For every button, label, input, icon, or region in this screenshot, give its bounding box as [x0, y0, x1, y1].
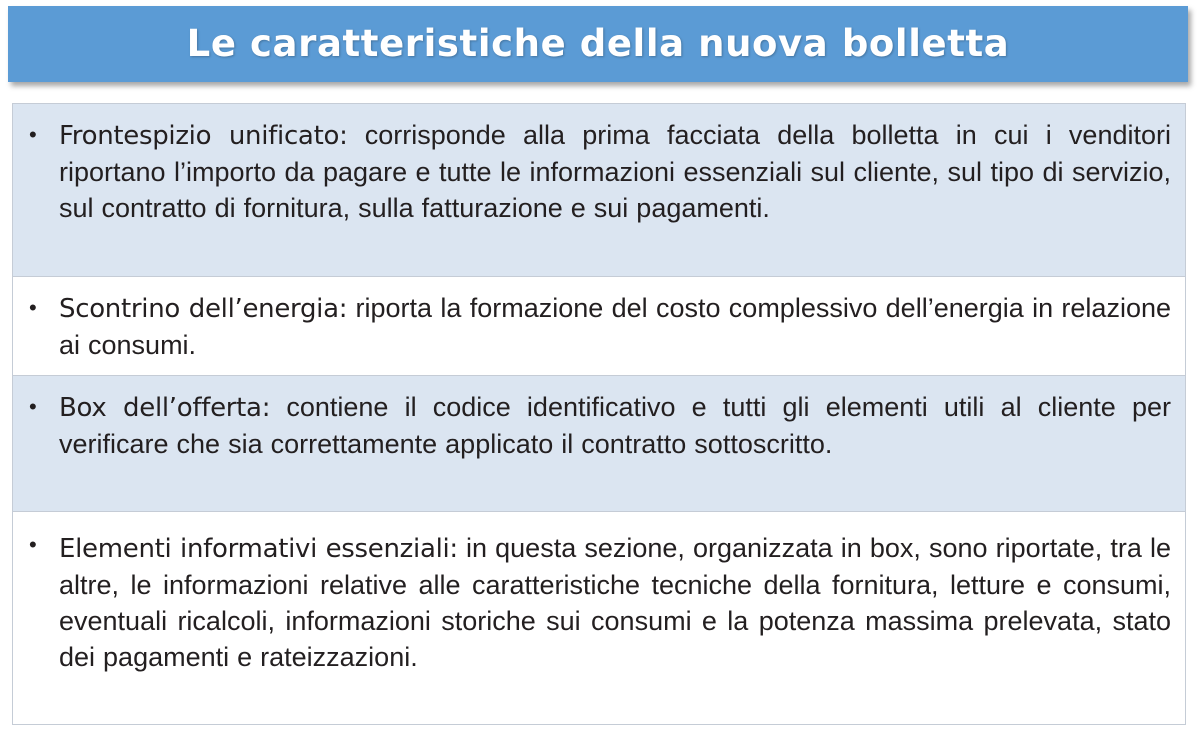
- item-description: corrisponde alla prima facciata della bolletta in cui i venditori riportano l’importo da pagare e tutte le informazioni essenziali sul cliente, sul tipo di servizio, sul contratto di fornitura, sulla fatturazione e sui pagamenti.: [59, 120, 1171, 223]
- bullet-icon: •: [29, 532, 37, 557]
- item-paragraph: [59, 290, 1171, 363]
- item-description: in questa sezione, organizzata in box, sono riportate, tra le altre, le informazioni relative alle caratteristiche tecniche della fornitura, letture e consumi, eventuali ricalcoli, informazioni storiche sui consumi e la potenza massima prelevata, stato dei pagamenti e rateizzazioni.: [59, 533, 1171, 672]
- item-term: Elementi informativi essenziali:: [59, 534, 458, 564]
- title-banner: [8, 6, 1188, 82]
- item-description: contiene il codice identificativo e tutti gli elementi utili al cliente per verificare che sia correttamente applicato il contratto sottoscritto.: [59, 392, 1171, 459]
- list-item: [13, 277, 1185, 376]
- item-paragraph: [59, 389, 1171, 462]
- item-term: Box dell’offerta:: [59, 393, 271, 423]
- list-item: [13, 512, 1185, 724]
- item-term: Frontespizio unificato:: [59, 121, 348, 151]
- bullet-icon: •: [29, 295, 37, 320]
- item-paragraph: [59, 530, 1171, 675]
- page-title: Le caratteristiche della nuova bolletta: [186, 21, 1010, 65]
- item-paragraph: [59, 117, 1171, 226]
- list-item: [13, 104, 1185, 277]
- item-term: Scontrino dell’energia:: [59, 294, 348, 324]
- bullet-icon: •: [29, 122, 37, 147]
- bullet-icon: •: [29, 394, 37, 419]
- list-item: [13, 376, 1185, 512]
- item-description: riporta la formazione del costo complessivo dell’energia in relazione ai consumi.: [59, 293, 1171, 360]
- features-list: [12, 103, 1186, 725]
